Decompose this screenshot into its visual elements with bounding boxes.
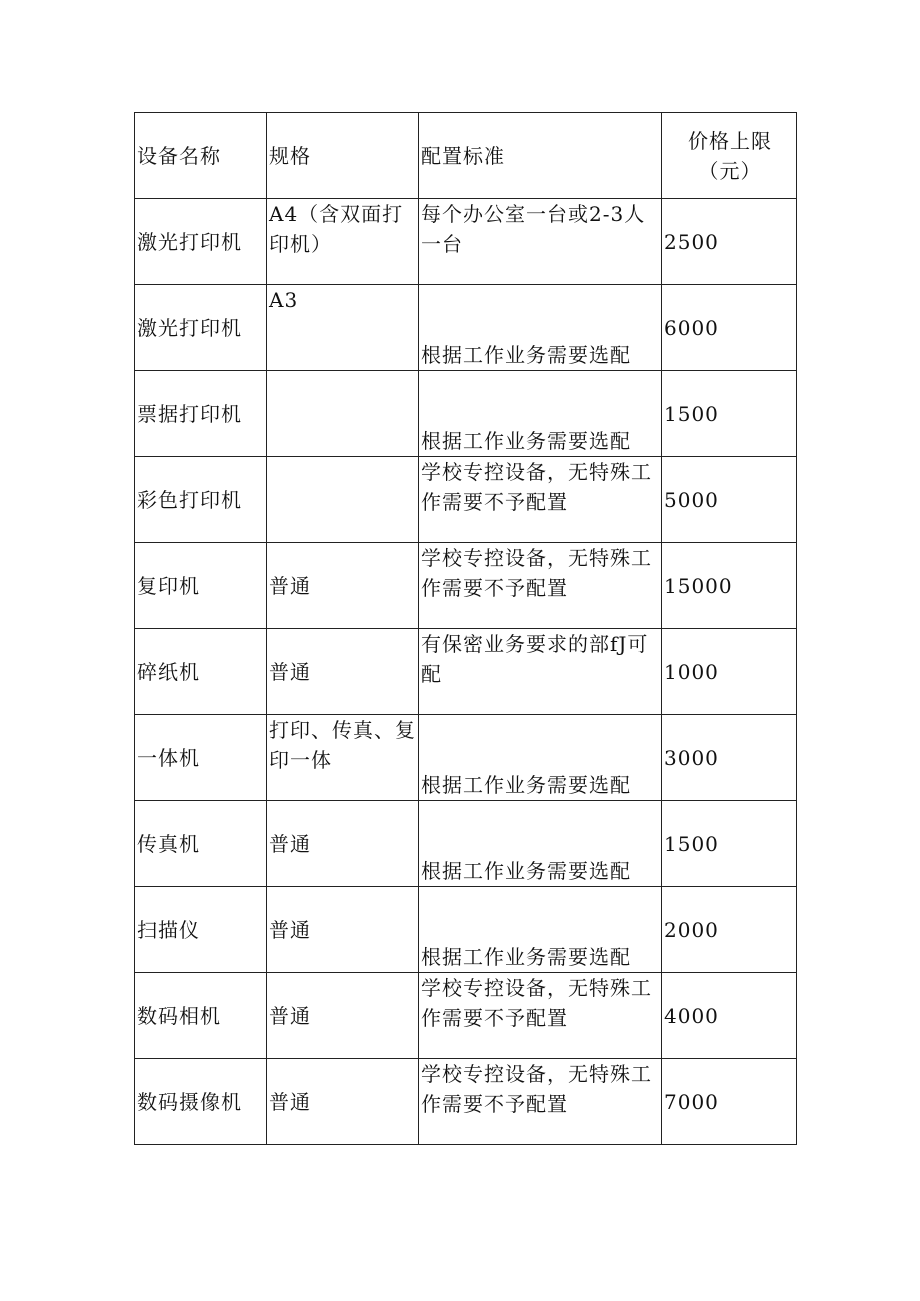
cell-device-name: 数码摄像机	[135, 1059, 267, 1145]
cell-device-name: 激光打印机	[135, 199, 267, 285]
header-spec: 规格	[267, 113, 419, 199]
cell-price: 1500	[662, 371, 797, 457]
equipment-standard-table	[134, 112, 797, 1145]
cell-device-name: 一体机	[135, 715, 267, 801]
cell-device-name: 碎纸机	[135, 629, 267, 715]
cell-config-standard: 学校专控设备，无特殊工作需要不予配置	[419, 543, 662, 629]
cell-price: 2000	[662, 887, 797, 973]
table-row	[135, 629, 797, 715]
cell-device-name: 扫描仪	[135, 887, 267, 973]
cell-spec: 普通	[267, 1059, 419, 1145]
cell-config-standard: 学校专控设备，无特殊工作需要不予配置	[419, 1059, 662, 1145]
cell-device-name: 票据打印机	[135, 371, 267, 457]
cell-price: 3000	[662, 715, 797, 801]
cell-config-standard: 根据工作业务需要选配	[419, 715, 662, 801]
cell-price: 4000	[662, 973, 797, 1059]
cell-spec: A4（含双面打印机）	[267, 199, 419, 285]
table-row	[135, 715, 797, 801]
cell-spec: 普通	[267, 973, 419, 1059]
header-price-limit	[662, 113, 797, 199]
cell-spec: A3	[267, 285, 419, 371]
cell-config-standard: 学校专控设备，无特殊工作需要不予配置	[419, 457, 662, 543]
table-header-row	[135, 113, 797, 199]
cell-price: 7000	[662, 1059, 797, 1145]
cell-config-standard: 根据工作业务需要选配	[419, 801, 662, 887]
cell-price: 15000	[662, 543, 797, 629]
cell-price: 5000	[662, 457, 797, 543]
table-row	[135, 285, 797, 371]
header-config-standard: 配置标准	[419, 113, 662, 199]
header-price-limit-label: 价格上限	[688, 128, 772, 153]
header-device-name: 设备名称	[135, 113, 267, 199]
cell-device-name: 彩色打印机	[135, 457, 267, 543]
cell-config-standard: 学校专控设备，无特殊工作需要不予配置	[419, 973, 662, 1059]
cell-config-standard: 根据工作业务需要选配	[419, 887, 662, 973]
table-row	[135, 1059, 797, 1145]
cell-price: 1500	[662, 801, 797, 887]
table-row	[135, 973, 797, 1059]
cell-spec: 普通	[267, 629, 419, 715]
table-row	[135, 887, 797, 973]
cell-device-name: 数码相机	[135, 973, 267, 1059]
cell-device-name: 复印机	[135, 543, 267, 629]
cell-price: 2500	[662, 199, 797, 285]
cell-spec: 普通	[267, 801, 419, 887]
cell-device-name: 激光打印机	[135, 285, 267, 371]
document-page	[134, 112, 797, 1145]
cell-price: 6000	[662, 285, 797, 371]
cell-config-standard: 每个办公室一台或2-3人一台	[419, 199, 662, 285]
cell-spec	[267, 457, 419, 543]
cell-config-standard: 有保密业务要求的部fJ可配	[419, 629, 662, 715]
table-row	[135, 457, 797, 543]
cell-spec	[267, 371, 419, 457]
cell-device-name: 传真机	[135, 801, 267, 887]
table-row	[135, 199, 797, 285]
cell-config-standard: 根据工作业务需要选配	[419, 371, 662, 457]
cell-spec: 普通	[267, 887, 419, 973]
header-price-limit-unit: （元）	[698, 158, 762, 183]
cell-price: 1000	[662, 629, 797, 715]
cell-spec: 普通	[267, 543, 419, 629]
cell-config-standard: 根据工作业务需要选配	[419, 285, 662, 371]
table-row	[135, 543, 797, 629]
table-row	[135, 801, 797, 887]
table-row	[135, 371, 797, 457]
cell-spec: 打印、传真、复印一体	[267, 715, 419, 801]
